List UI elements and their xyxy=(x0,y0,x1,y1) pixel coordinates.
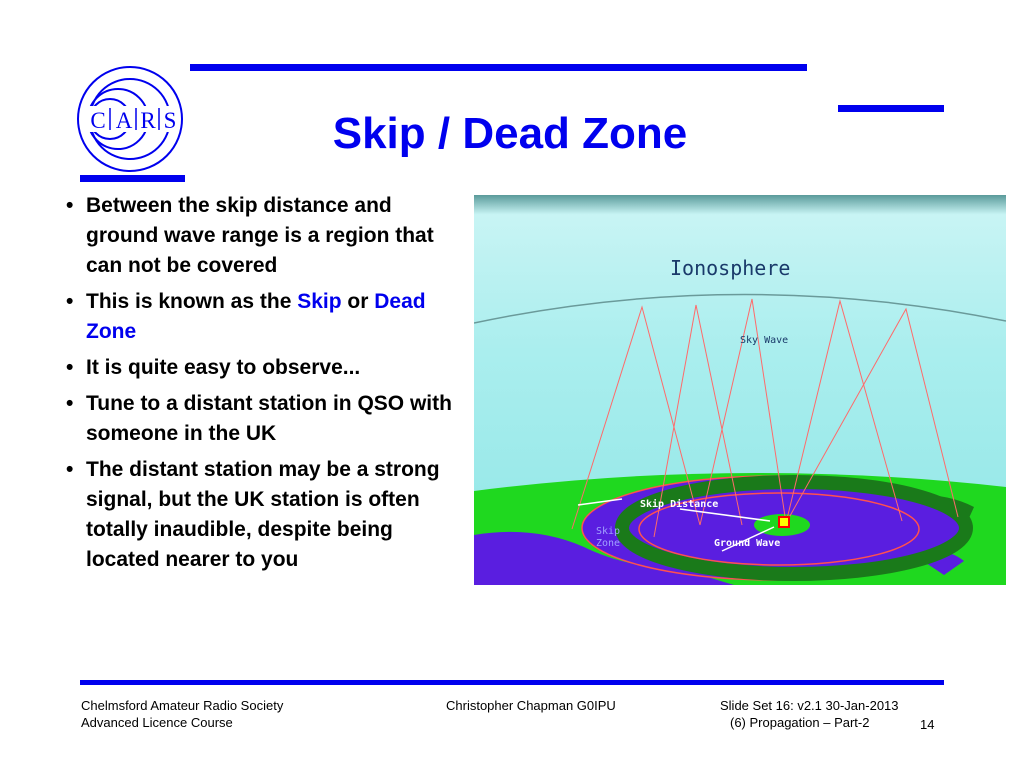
top-right-rule xyxy=(838,105,944,112)
label-sky-wave: Sky Wave xyxy=(740,335,789,346)
bullet-dot: • xyxy=(66,458,74,481)
top-rule xyxy=(190,64,807,71)
footer-author: Christopher Chapman G0IPU xyxy=(446,698,616,713)
bullet-item xyxy=(62,287,457,347)
bullet-dot: • xyxy=(66,194,74,217)
bullet-dot: • xyxy=(66,356,74,379)
label-skip-distance: Skip Distance xyxy=(640,499,719,510)
skip-zone-diagram xyxy=(474,195,1006,585)
logo-letter-r: R xyxy=(140,108,156,133)
footer-society: Chelmsford Amateur Radio Society xyxy=(81,698,284,713)
cars-logo xyxy=(70,64,190,174)
label-skip-zone-line2: Zone xyxy=(596,538,621,549)
label-skip-zone-line1: Skip xyxy=(596,526,621,537)
logo-underline xyxy=(80,175,185,182)
bullet-item xyxy=(62,389,457,449)
bullet-list xyxy=(62,191,457,581)
footer-rule xyxy=(80,680,944,685)
logo-letter-s: S xyxy=(163,108,177,133)
bullet-text: or xyxy=(341,290,375,313)
bullet-dot: • xyxy=(66,290,74,313)
bullet-text: Tune to a distant station in QSO with someone in the UK xyxy=(86,392,452,445)
bullet-text: Between the skip distance and ground wave range is a region that can not be covered xyxy=(86,194,434,277)
highlight-skip: Skip xyxy=(297,290,342,313)
bullet-text: The distant station may be a strong signal, but the UK station is often totally inaudible, despite being located nearer to you xyxy=(86,458,440,571)
footer-section: (6) Propagation – Part-2 xyxy=(730,715,870,730)
bullet-item xyxy=(62,353,457,383)
highlight-dead-zone: Dead Zone xyxy=(86,290,426,343)
station-marker xyxy=(779,517,789,527)
footer-course: Advanced Licence Course xyxy=(81,715,233,730)
label-ground-wave: Ground Wave xyxy=(714,538,781,549)
bullet-item xyxy=(62,455,457,575)
footer-page-number: 14 xyxy=(920,717,935,732)
bullet-item xyxy=(62,191,457,281)
bullet-text: This is known as the xyxy=(86,290,298,313)
logo-letter-c: C xyxy=(90,108,106,133)
bullet-text: It is quite easy to observe... xyxy=(86,356,361,379)
logo-letter-a: A xyxy=(115,108,133,133)
bullet-dot: • xyxy=(66,392,74,415)
label-ionosphere: Ionosphere xyxy=(670,256,791,280)
slide-title: Skip / Dead Zone xyxy=(332,109,688,158)
footer-slide-set: Slide Set 16: v2.1 30-Jan-2013 xyxy=(720,698,899,713)
